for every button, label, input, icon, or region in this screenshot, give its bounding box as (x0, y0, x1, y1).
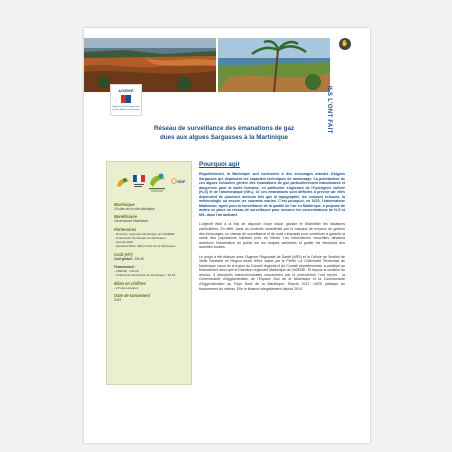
cout-value: 256 k€ (134, 256, 144, 261)
side-label: ILS L'ONT FAIT (326, 86, 332, 134)
financement-item: - Collectivité territoriale de Martinique : 62 k€ (114, 273, 176, 278)
partner-item: - Syndicat Mixte d'Électricité de la Martinique (114, 244, 176, 249)
partner-item: - Direction régionale Martinique de l'ADEME (114, 231, 175, 236)
document-page (84, 28, 370, 443)
intro-paragraph: Régulièrement, la Martinique soit confrontée à des échouages massifs d'algues Sargasses qui dépassent les capacités techniques de ramassage. La putréfaction de ces algues échouées génère des émanations de gaz particulièrement malodorants et dangereux pour la santé humaine, en particulier s'agissant de l'hydrogène sulfuré (H₂S) et de l'ammoniaque (NH₃). Or ces émanations sont difficiles à prévoir car elles dépendent de plusieurs facteurs tels que la topographie, les volumes échoués, la météorologie ou encore les courants marins. C'est pourquoi, en 2015, l'observatoire Madininair, agréé pour la surveillance de la qualité de l'air en Martinique, a proposé de mettre en place un réseau de surveillance pour mesurer les concentrations de H₂S et NH₃ dans l'air ambiant. (199, 172, 345, 217)
prefet-marianne-logo (133, 175, 145, 189)
date-heading: Date de lancement (114, 293, 151, 299)
financement-label-text: Financement : (114, 264, 136, 269)
partner-logos (116, 170, 184, 194)
partner-item: - Groupe EDF (114, 240, 134, 245)
section-heading: Pourquoi agir (199, 161, 240, 168)
partenaires-heading: Partenaires (114, 226, 137, 232)
cout-global (114, 257, 188, 261)
ademe-logo-tagline: Agence de l'Environnement et de la Maîtrise de l'Énergie (112, 106, 140, 111)
project-paragraph: Le projet a été élaboré avec l'Agence Régionale de Santé (ARS) et la Cellule de l'Institut de Veille Sanitaire en Région avant d'être validé par le Préfet. La Collectivité Territoriale de Martinique, issue de la fusion du Conseil régional et du Conseil départemental, a participé au financement ainsi que la Direction régionale Martinique de l'ADEME. Et depuis la création du réseau, 3 structures intercommunales concernées par le phénomène l'ont rejoint : la Communauté d'Agglomération de l'Espace Sud de la Martinique et la Communauté d'Agglomération du Pays Nord de la Martinique. Depuis 2017, l'ARS participe au financement du réseau. Elle le finance intégralement depuis 2019. (199, 254, 345, 291)
sargassum-shore-photo (84, 38, 216, 92)
title-line-1: Réseau de surveillance des émanations de gaz (153, 125, 295, 132)
hand-icon: ✋ (339, 38, 351, 50)
title-line-2: dues aux algues Sargasses à la Martinique (159, 133, 289, 141)
sidebar-details (114, 198, 188, 303)
ademe-logo-word: ADEME (118, 88, 134, 93)
financement-item: - ADEME : 144 k€ (114, 269, 139, 274)
edf-logo (170, 176, 184, 188)
objective-paragraph: L'objectif était à la fois de disposer d'une vision globale et d'identifier les situations particulières. En effet, dans un contexte caractérisé par le manque de moyens de gestion des échouages, un réseau de surveillance et de suivi s'imposait pour contribuer à garantir la santé des populations habitant près du littoral. Les informations recueillies devaient améliorer l'information du public sur les risques sanitaires et guider les décisions des autorités locales. (199, 222, 345, 250)
beneficiaire-value: Observatoire Madininair (114, 219, 148, 224)
madininair-logo (147, 170, 167, 194)
svg-text:EDF: EDF (177, 179, 186, 184)
martinique-region-logo (116, 176, 130, 188)
date-value: 2015 (114, 298, 122, 303)
partner-item: - Collectivité Territoriale de Martinique (114, 236, 166, 240)
region-value: 18 sites de la côte Atlantique (114, 206, 155, 211)
ademe-logo-mark (121, 95, 131, 103)
palm-beach-photo (218, 38, 330, 92)
bilan-value: - 18 sites équipés (114, 285, 139, 290)
page-title (124, 125, 324, 142)
cout-heading: Coût (HT) (114, 251, 133, 257)
info-sidebar (106, 161, 192, 385)
bilan-heading: Bilan en chiffres (114, 280, 146, 286)
cout-label: Coût global : (114, 256, 134, 261)
beneficiaire-heading: Bénéficiaire (114, 214, 138, 220)
main-body (199, 172, 345, 296)
region-heading: Martinique (114, 201, 135, 207)
ademe-logo (110, 84, 142, 116)
